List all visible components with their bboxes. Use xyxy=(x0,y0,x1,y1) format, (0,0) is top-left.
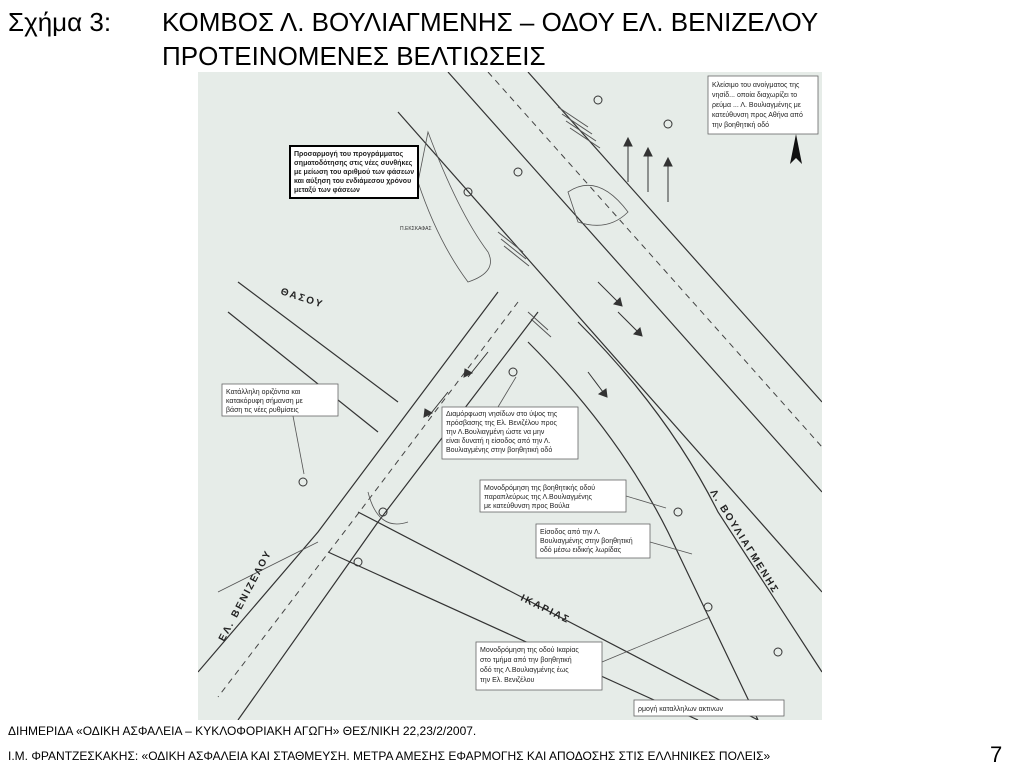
svg-text:Μονοδρόμηση της βοηθητικής οδο: Μονοδρόμηση της βοηθητικής οδού xyxy=(484,485,596,492)
figure-label: Σχήμα 3: xyxy=(8,7,112,37)
svg-text:την Λ.Βουλιαγμένη ώστε να μην: την Λ.Βουλιαγμένη ώστε να μην xyxy=(446,429,545,436)
svg-text:βάση τις νέες ρυθμίσεις: βάση τις νέες ρυθμίσεις xyxy=(226,407,299,414)
svg-text:ρμογή καταλληλων ακτινων: ρμογή καταλληλων ακτινων xyxy=(638,706,723,713)
svg-text:Προσαρμογή του προγράμματος: Προσαρμογή του προγράμματος xyxy=(294,151,404,158)
svg-text:με μείωση του αριθμού των φάσε: με μείωση του αριθμού των φάσεων xyxy=(294,169,415,176)
svg-text:στο τμήμα από την βοηθητική: στο τμήμα από την βοηθητική xyxy=(480,657,572,664)
street-label-venizelou: ΕΛ. ΒΕΝΙΖΕΛΟΥ xyxy=(216,548,275,644)
svg-text:Βουλιαγμένης στην βοηθητική: Βουλιαγμένης στην βοηθητική xyxy=(540,538,633,545)
note-closure xyxy=(708,76,818,134)
svg-text:μεταξύ των φάσεων: μεταξύ των φάσεων xyxy=(294,187,360,194)
street-label-vouliagmenis: Λ. ΒΟΥΛΙΑΓΜΕΝΗΣ xyxy=(707,487,781,597)
footer-conference: ΔΙΗΜΕΡΙΔΑ «ΟΔΙΚΗ ΑΣΦΑΛΕΙΑ – ΚΥΚΛΟΦΟΡΙΑΚΗ ΑΓΩΓΗ» ΘΕΣ/ΝΙΚΗ 22,23/2/2007. xyxy=(8,724,477,738)
svg-text:είναι δυνατή η είσοδος από την: είναι δυνατή η είσοδος από την Λ. xyxy=(446,438,551,445)
svg-text:Κατάλληλη οριζόντια και: Κατάλληλη οριζόντια και xyxy=(226,389,301,396)
svg-text:ρεύμα ... Λ. Βουλιαγμένης με: ρεύμα ... Λ. Βουλιαγμένης με xyxy=(712,102,801,109)
svg-text:και αύξηση του ενδιάμεσου χρόν: και αύξηση του ενδιάμεσου χρόνου xyxy=(294,178,412,185)
svg-text:Διαμόρφωση νησίδων στο ύψος τη: Διαμόρφωση νησίδων στο ύψος της xyxy=(446,411,558,418)
small-plan-label: Π.ΕΚΣΚΑΦΑΣ xyxy=(400,226,432,232)
street-label-thasou: ΘΑΣΟΥ xyxy=(279,286,326,311)
svg-text:νησίδ... οποία διαχωρίζει το: νησίδ... οποία διαχωρίζει το xyxy=(712,92,798,99)
svg-text:πρόσβασης της Ελ. Βενιζέλου πρ: πρόσβασης της Ελ. Βενιζέλου προς xyxy=(446,420,557,427)
svg-text:παραπλεύρως της Λ.Βουλιαγμένης: παραπλεύρως της Λ.Βουλιαγμένης xyxy=(484,494,592,501)
street-label-ikarias: ΙΚΑΡΙΑΣ xyxy=(518,592,572,627)
svg-text:κατακόρυφη σήμανση με: κατακόρυφη σήμανση με xyxy=(226,398,303,405)
svg-text:την Ελ. Βενιζέλου: την Ελ. Βενιζέλου xyxy=(480,677,535,684)
junction-plan xyxy=(198,72,822,720)
svg-text:Κλείσιμο του ανοίγματος της: Κλείσιμο του ανοίγματος της xyxy=(712,82,800,89)
svg-text:σηματοδότησης στις νέες συνθήκ: σηματοδότησης στις νέες συνθήκες xyxy=(294,160,413,167)
svg-text:με κατεύθυνση προς Βούλα: με κατεύθυνση προς Βούλα xyxy=(484,503,570,510)
svg-text:κατεύθυνση προς Αθήνα από: κατεύθυνση προς Αθήνα από xyxy=(712,112,803,119)
svg-text:οδό της Λ.Βουλιαγμένης έως: οδό της Λ.Βουλιαγμένης έως xyxy=(480,667,569,674)
page-number: 7 xyxy=(990,742,1003,767)
svg-text:Βουλιαγμένης στην βοηθητική οδ: Βουλιαγμένης στην βοηθητική οδό xyxy=(446,447,553,454)
footer-author: Ι.Μ. ΦΡΑΝΤΖΕΣΚΑΚΗΣ: «ΟΔΙΚΗ ΑΣΦΑΛΕΙΑ ΚΑΙ ΣΤΑΘΜΕΥΣΗ. ΜΕΤΡΑ ΑΜΕΣΗΣ ΕΦΑΡΜΟΓΗΣ ΚΑΙ ΑΠΟΔΟΣΗΣ ΣΤΙΣ ΕΛΛΗΝΙΚΕΣ ΠΟΛΕΙΣ» xyxy=(8,749,771,763)
note-signal-program xyxy=(290,146,418,198)
figure-title-line2: ΠΡΟΤΕΙΝΟΜΕΝΕΣ ΒΕΛΤΙΩΣΕΙΣ xyxy=(162,41,546,71)
svg-text:Είσοδος από την Λ.: Είσοδος από την Λ. xyxy=(540,529,601,536)
note-radii xyxy=(634,700,784,716)
svg-text:οδό μέσω ειδικής λωρίδας: οδό μέσω ειδικής λωρίδας xyxy=(540,547,622,554)
svg-text:Μονοδρόμηση της οδού Ικαρίας: Μονοδρόμηση της οδού Ικαρίας xyxy=(480,647,579,654)
svg-text:την βοηθητική οδό: την βοηθητική οδό xyxy=(712,122,770,129)
figure-title-line1: ΚΟΜΒΟΣ Λ. ΒΟΥΛΙΑΓΜΕΝΗΣ – ΟΔΟΥ ΕΛ. ΒΕΝΙΖΕΛΟΥ xyxy=(162,7,819,37)
